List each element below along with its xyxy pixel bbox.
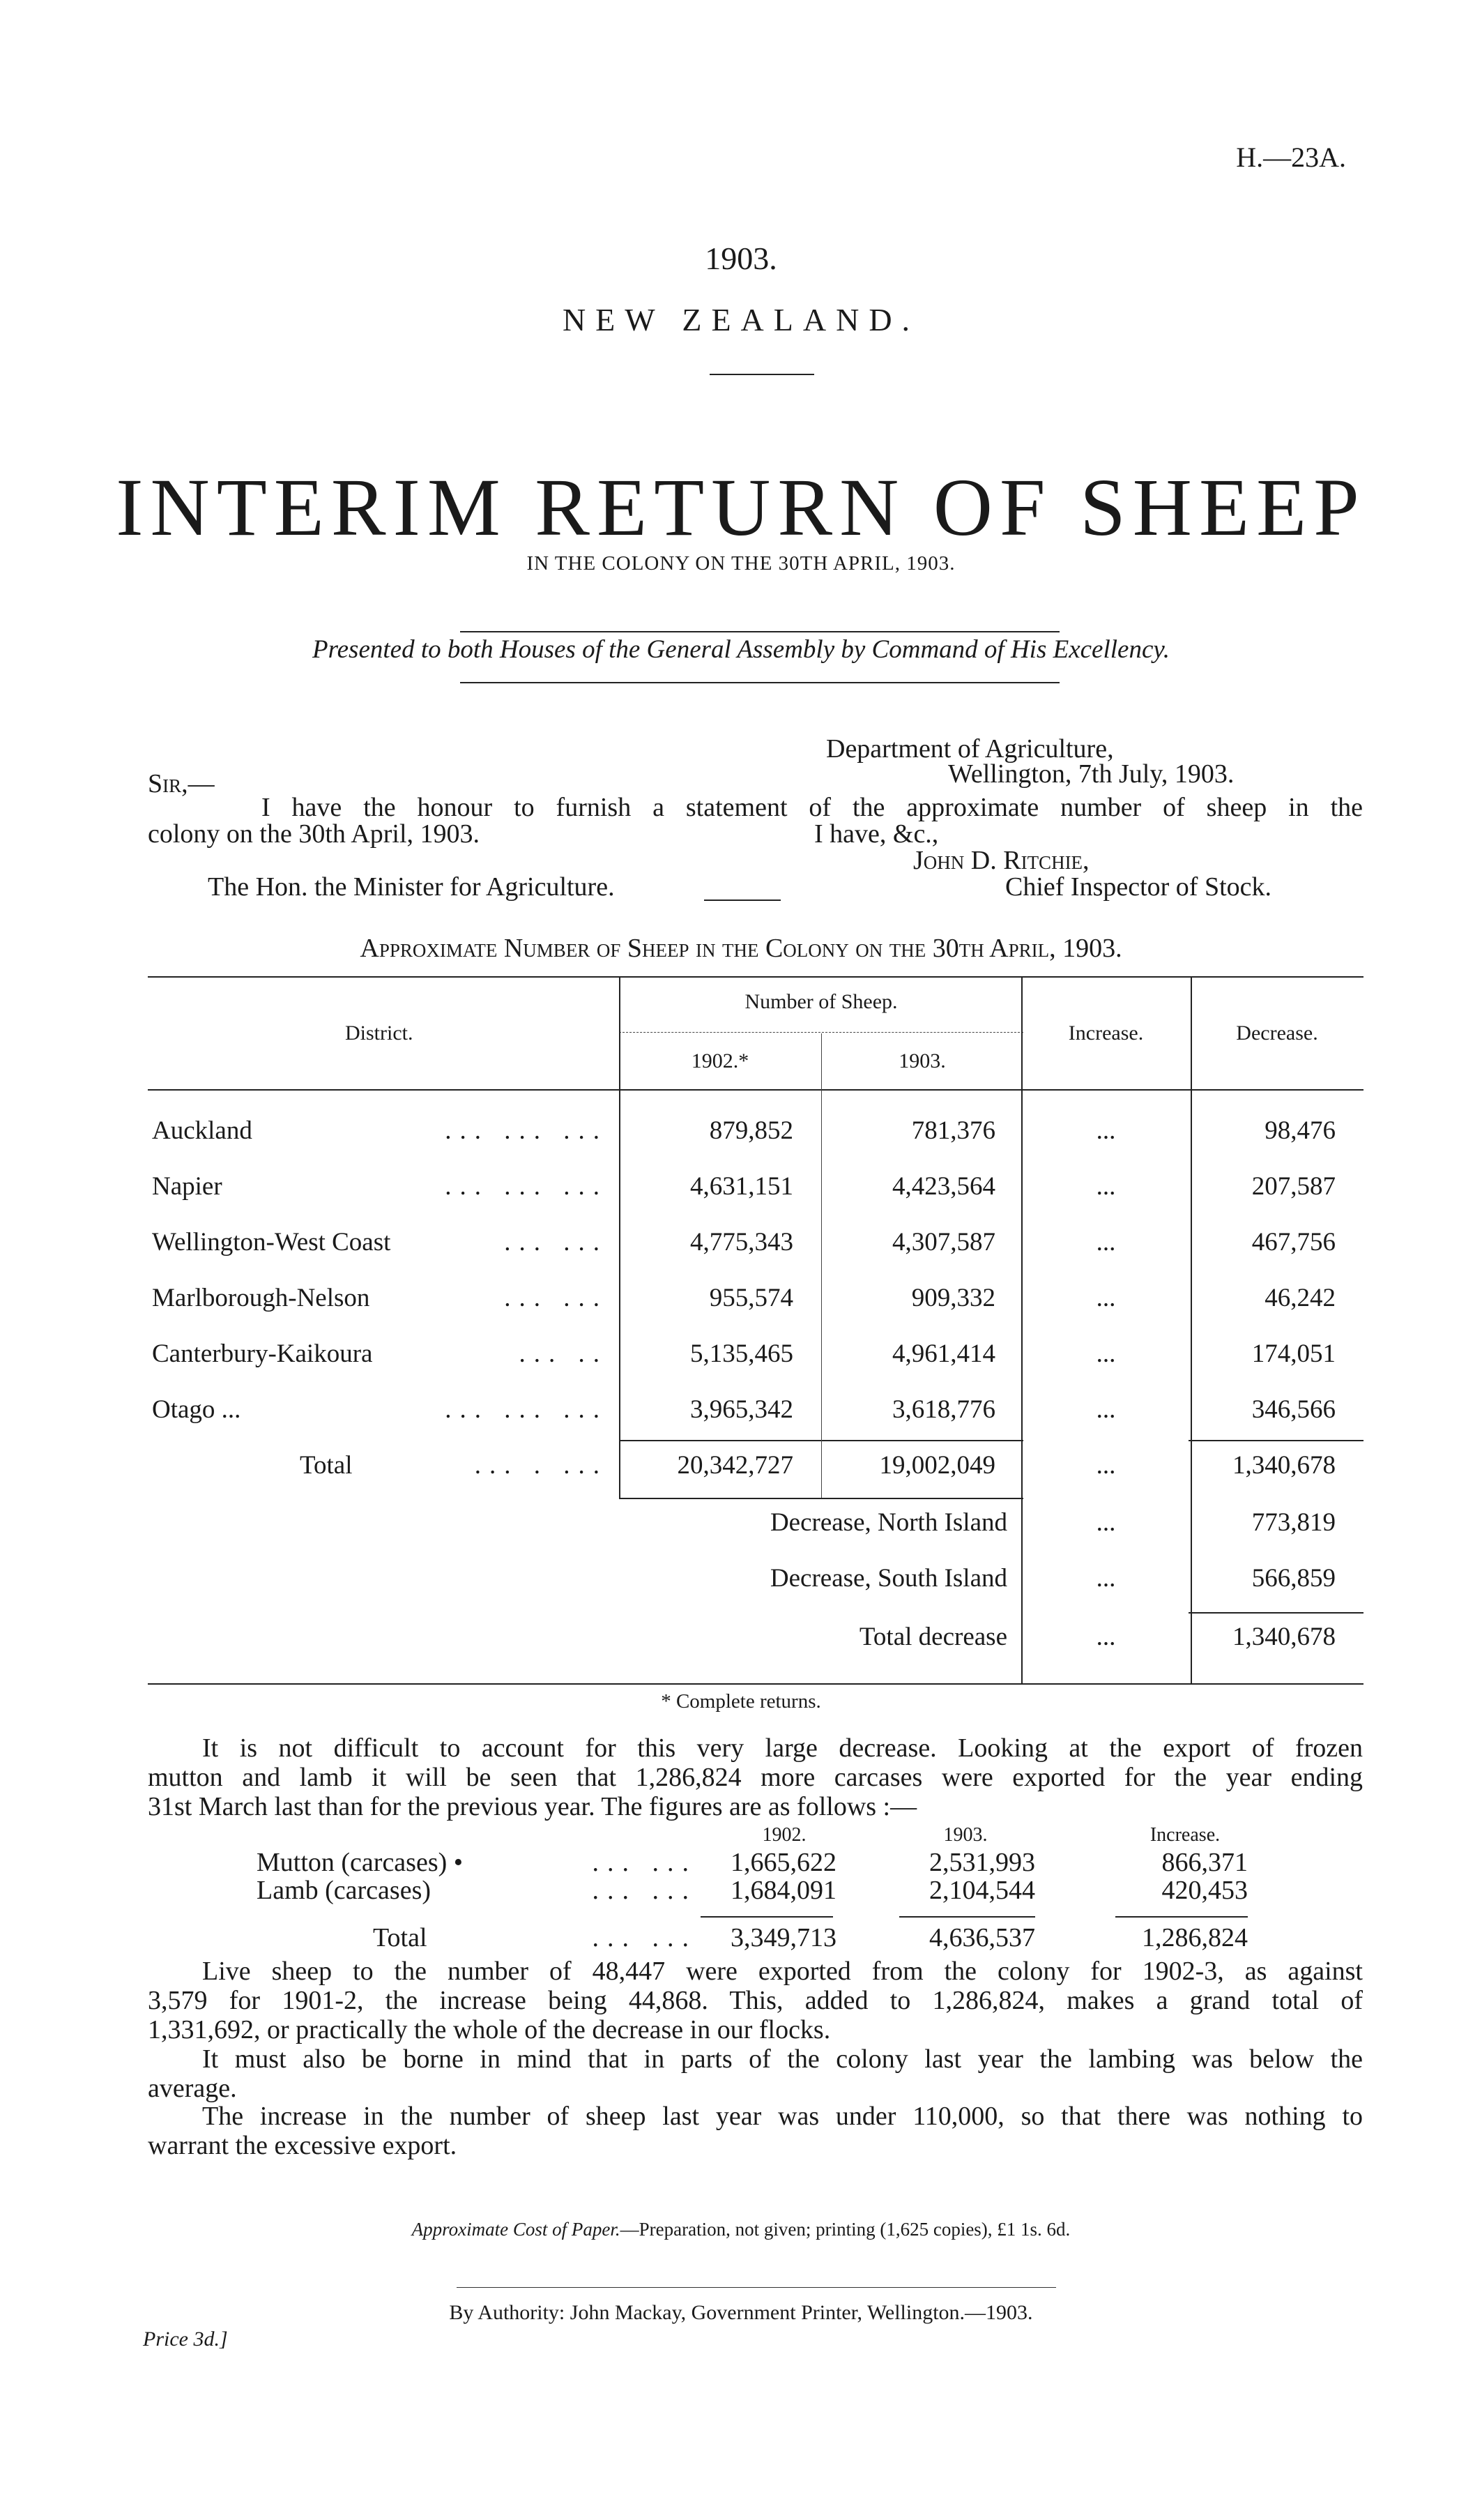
- value-decrease: 46,242: [1265, 1284, 1336, 1312]
- paragraph-line: It must also be borne in mind that in parts of the colony last year the lambing was below the: [202, 2044, 1363, 2074]
- export-label: Lamb (carcases): [257, 1876, 431, 1905]
- summary-increase: ...: [1096, 1564, 1116, 1593]
- row-dots: ... ... ...: [445, 1172, 608, 1201]
- export-total-rule: [899, 1916, 1035, 1918]
- value-increase: ...: [1096, 1172, 1116, 1201]
- table-rule-subheader: [619, 1032, 1023, 1033]
- value-1902: 4,775,343: [690, 1228, 793, 1257]
- paragraph-line: Live sheep to the number of 48,447 were exported from the colony for 1902-3, as against: [202, 1957, 1363, 1986]
- value-1903: 781,376: [911, 1116, 995, 1145]
- row-dots: ... ... ...: [445, 1395, 608, 1424]
- paragraph-line: 1,331,692, or practically the whole of the decrease in our flocks.: [148, 2015, 831, 2044]
- document-reference: H.—23A.: [1236, 142, 1346, 173]
- table-footnote: * Complete returns.: [661, 1690, 821, 1713]
- export-1903: 2,104,544: [929, 1876, 1035, 1905]
- divider: [460, 631, 1060, 632]
- header-number-of-sheep: Number of Sheep.: [744, 990, 898, 1013]
- district-name: Auckland: [152, 1116, 252, 1145]
- district-name: Otago ...: [152, 1395, 241, 1424]
- export-1902: 1,665,622: [731, 1848, 837, 1877]
- paragraph-line: mutton and lamb it will be seen that 1,286,824 more carcases were exported for the year ending: [148, 1763, 1363, 1792]
- divider: [457, 2287, 1056, 2288]
- summary-increase: ...: [1096, 1508, 1116, 1537]
- export-total-rule: [1115, 1916, 1248, 1918]
- row-dots: ... ...: [592, 1923, 697, 1952]
- paragraph-line: 31st March last than for the previous year. The figures are as follows :—: [148, 1792, 917, 1821]
- cost-text: —Preparation, not given; printing (1,625 copies), £1 1s. 6d.: [620, 2219, 1071, 2240]
- summary-label: Total decrease: [859, 1623, 1007, 1651]
- value-1903: 3,618,776: [892, 1395, 995, 1424]
- header-1902: 1902.*: [691, 1049, 749, 1072]
- page-subtitle: IN THE COLONY ON THE 30TH APRIL, 1903.: [526, 552, 956, 575]
- row-dots: ... . ...: [474, 1451, 608, 1480]
- table-rule-header: [148, 1089, 1363, 1091]
- total-label: Total: [300, 1451, 353, 1480]
- export-total-increase: 1,286,824: [1142, 1923, 1248, 1952]
- summary-value: 773,819: [1251, 1508, 1336, 1537]
- export-increase: 420,453: [1161, 1876, 1248, 1905]
- value-1903: 4,307,587: [892, 1228, 995, 1257]
- divider: [710, 374, 814, 375]
- presented-line: Presented to both Houses of the General Assembly by Command of His Excellency.: [312, 635, 1170, 664]
- table-rule-total-bottom: [619, 1498, 1023, 1499]
- cost-of-paper: [0, 2219, 1482, 2240]
- paragraph-line: average.: [148, 2074, 237, 2103]
- summary-label: Decrease, South Island: [770, 1564, 1007, 1593]
- value-increase: ...: [1096, 1395, 1116, 1424]
- row-dots: ... ...: [504, 1284, 608, 1312]
- value-1903: 4,961,414: [892, 1339, 995, 1368]
- page-title: INTERIM RETURN OF SHEEP: [116, 462, 1366, 553]
- letter-addressee: The Hon. the Minister for Agriculture.: [208, 872, 615, 902]
- export-1903: 2,531,993: [929, 1848, 1035, 1877]
- export-total-rule: [701, 1916, 833, 1918]
- total-1902: 20,342,727: [677, 1451, 793, 1480]
- authority-line: By Authority: John Mackay, Government Printer, Wellington.—1903.: [449, 2301, 1033, 2324]
- header-1903: 1903.: [899, 1049, 946, 1072]
- total-increase: ...: [1096, 1451, 1116, 1480]
- table-col-rule: [821, 1033, 822, 1498]
- export-total-1903: 4,636,537: [929, 1923, 1035, 1952]
- export-header-increase: Increase.: [1149, 1824, 1221, 1846]
- district-name: Napier: [152, 1172, 222, 1201]
- letter-body-line2: colony on the 30th April, 1903.: [148, 819, 480, 849]
- letter-signatory-title: Chief Inspector of Stock.: [1005, 872, 1272, 902]
- row-dots: ... ...: [592, 1848, 697, 1877]
- district-name: Marlborough-Nelson: [152, 1284, 370, 1312]
- value-1902: 4,631,151: [690, 1172, 793, 1201]
- country-heading: NEW ZEALAND.: [562, 302, 920, 337]
- paragraph-line: warrant the excessive export.: [148, 2131, 457, 2160]
- value-increase: ...: [1096, 1116, 1116, 1145]
- export-label: Mutton (carcases) •: [257, 1848, 464, 1877]
- value-decrease: 174,051: [1251, 1339, 1336, 1368]
- export-1902: 1,684,091: [731, 1876, 837, 1905]
- letter-signatory: John D. Ritchie,: [913, 846, 1090, 875]
- letter-body-line1: I have the honour to furnish a statement of the approximate number of sheep in the: [261, 793, 1363, 822]
- export-total-1902: 3,349,713: [731, 1923, 837, 1952]
- document-year: 1903.: [705, 241, 777, 276]
- summary-value: 566,859: [1251, 1564, 1336, 1593]
- letter-place-date: Wellington, 7th July, 1903.: [948, 759, 1235, 789]
- table-rule-total-top: [1189, 1440, 1363, 1441]
- summary-value: 1,340,678: [1232, 1623, 1336, 1651]
- export-total-label: Total: [373, 1923, 427, 1952]
- value-1902: 5,135,465: [690, 1339, 793, 1368]
- value-increase: ...: [1096, 1339, 1116, 1368]
- total-1903: 19,002,049: [879, 1451, 995, 1480]
- cost-label: Approximate Cost of Paper.: [411, 2219, 620, 2240]
- table-caption: Approximate Number of Sheep in the Colony on the 30th April, 1903.: [360, 934, 1122, 963]
- row-dots: ... ..: [519, 1339, 608, 1368]
- value-decrease: 207,587: [1251, 1172, 1336, 1201]
- value-1902: 3,965,342: [690, 1395, 793, 1424]
- value-1902: 879,852: [709, 1116, 793, 1145]
- value-1903: 909,332: [911, 1284, 995, 1312]
- value-1903: 4,423,564: [892, 1172, 995, 1201]
- district-name: Canterbury-Kaikoura: [152, 1339, 373, 1368]
- table-rule-top: [148, 976, 1363, 978]
- paragraph-line: It is not difficult to account for this very large decrease. Looking at the export of frozen: [202, 1733, 1363, 1763]
- header-district: District.: [345, 1022, 413, 1045]
- table-rule-bottom: [148, 1683, 1363, 1685]
- summary-label: Decrease, North Island: [770, 1508, 1007, 1537]
- paragraph-line: 3,579 for 1901-2, the increase being 44,868. This, added to 1,286,824, makes a grand total of: [148, 1986, 1363, 2015]
- letter-department: Department of Agriculture,: [826, 734, 1114, 764]
- table-rule-summary: [1189, 1612, 1363, 1614]
- header-decrease: Decrease.: [1236, 1022, 1318, 1045]
- value-increase: ...: [1096, 1228, 1116, 1257]
- export-increase: 866,371: [1161, 1848, 1248, 1877]
- row-dots: ... ...: [592, 1876, 697, 1905]
- total-decrease: 1,340,678: [1232, 1451, 1336, 1480]
- district-name: Wellington-West Coast: [152, 1228, 391, 1257]
- value-decrease: 467,756: [1251, 1228, 1336, 1257]
- value-decrease: 346,566: [1251, 1395, 1336, 1424]
- paragraph-line: The increase in the number of sheep last year was under 110,000, so that there was nothing to: [202, 2102, 1363, 2131]
- row-dots: ... ... ...: [445, 1116, 608, 1145]
- value-decrease: 98,476: [1265, 1116, 1336, 1145]
- header-increase: Increase.: [1068, 1022, 1144, 1045]
- summary-increase: ...: [1096, 1623, 1116, 1651]
- export-header-1903: 1903.: [943, 1824, 988, 1846]
- row-dots: ... ...: [504, 1228, 608, 1257]
- divider: [460, 682, 1060, 683]
- letter-salutation: Sir,—: [148, 769, 215, 798]
- price-line: Price 3d.]: [143, 2328, 228, 2351]
- export-header-1902: 1902.: [762, 1824, 807, 1846]
- value-increase: ...: [1096, 1284, 1116, 1312]
- value-1902: 955,574: [709, 1284, 793, 1312]
- letter-closing: I have, &c.,: [814, 819, 939, 849]
- divider: [704, 900, 781, 901]
